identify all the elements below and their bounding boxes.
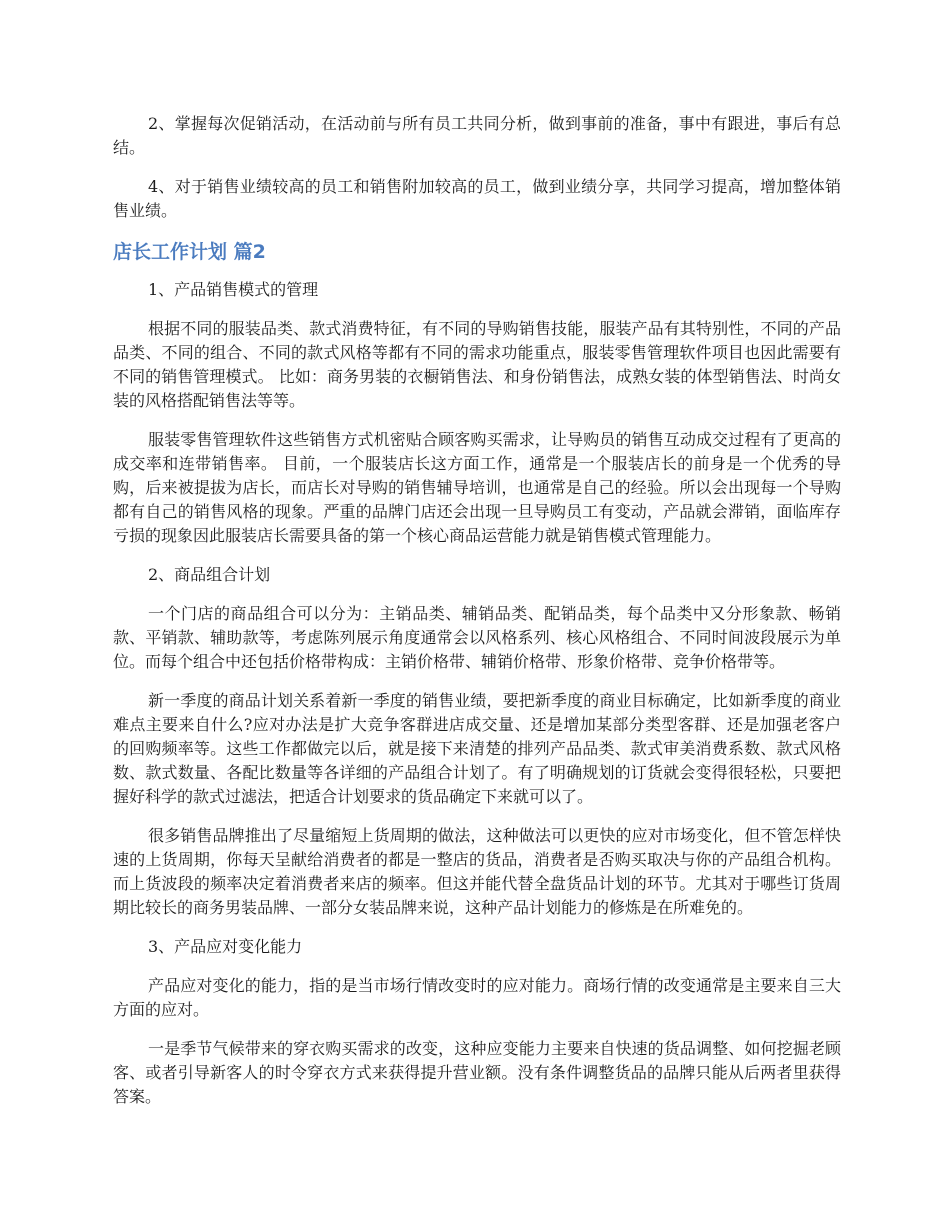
body-paragraph: 一是季节气候带来的穿衣购买需求的改变，这种应变能力主要来自快速的货品调整、如何挖掘老顾客、或者引导新客人的时令穿衣方式来获得提升营业额。没有条件调整货品的品牌只能从后两者里获得答案。 [113, 1039, 841, 1106]
body-paragraph: 根据不同的服装品类、款式消费特征，有不同的导购销售技能，服装产品有其特别性，不同的产品品类、不同的组合、不同的款式风格等都有不同的需求功能重点，服装零售管理软件项目也因此需要有不同的销售管理模式。 比如：商务男装的衣橱销售法、和身份销售法，成熟女装的体型销售法、时尚女装的风格搭配销售法等等。 [113, 319, 841, 410]
intro-paragraph: 4、对于销售业绩较高的员工和销售附加较高的员工，做到业绩分享，共同学习提高，增加整体销售业绩。 [113, 177, 841, 220]
subsection-title: 1、产品销售模式的管理 [148, 280, 319, 299]
intro-paragraph: 2、掌握每次促销活动，在活动前与所有员工共同分析，做到事前的准备，事中有跟进，事后有总结。 [113, 114, 841, 157]
subsection-title: 3、产品应对变化能力 [148, 937, 303, 956]
body-paragraph: 服装零售管理软件这些销售方式机密贴合顾客购买需求，让导购员的销售互动成交过程有了更高的成交率和连带销售率。 目前，一个服装店长这方面工作，通常是一个服装店长的前身是一个优秀的导购，后来被提拔为店长，而店长对导购的销售辅导培训，也通常是自己的经验。所以会出现每一个导购都有自己的销售风格的现象。严重的品牌门店还会出现一旦导购员工有变动，产品就会滞销，面临库存亏损的现象因此服装店长需要具备的第一个核心商品运营能力就是销售模式管理能力。 [113, 430, 841, 545]
section-heading: 店长工作计划 篇2 [113, 241, 266, 263]
body-paragraph: 产品应对变化的能力，指的是当市场行情改变时的应对能力。商场行情的改变通常是主要来自三大方面的应对。 [113, 976, 841, 1019]
subsection-title: 2、商品组合计划 [148, 565, 271, 584]
body-paragraph: 很多销售品牌推出了尽量缩短上货周期的做法，这种做法可以更快的应对市场变化，但不管怎样快速的上货周期，你每天呈献给消费者的都是一整店的货品，消费者是否购买取决与你的产品组合机构。而上货波段的频率决定着消费者来店的频率。但这并能代替全盘货品计划的环节。尤其对于哪些订货周期比较长的商务男装品牌、一部分女装品牌来说，这种产品计划能力的修炼是在所难免的。 [113, 826, 841, 917]
body-paragraph: 一个门店的商品组合可以分为：主销品类、辅销品类、配销品类，每个品类中又分形象款、畅销款、平销款、辅助款等，考虑陈列展示角度通常会以风格系列、核心风格组合、不同时间波段展示为单位。而每个组合中还包括价格带构成：主销价格带、辅销价格带、形象价格带、竞争价格带等。 [113, 604, 841, 671]
body-paragraph: 新一季度的商品计划关系着新一季度的销售业绩，要把新季度的商业目标确定，比如新季度的商业难点主要来自什么?应对办法是扩大竞争客群进店成交量、还是增加某部分类型客群、还是加强老客户的回购频率等。这些工作都做完以后，就是接下来清楚的排列产品品类、款式审美消费系数、款式风格数、款式数量、各配比数量等各详细的产品组合计划了。有了明确规划的订货就会变得很轻松，只要把握好科学的款式过滤法，把适合计划要求的货品确定下来就可以了。 [113, 691, 841, 806]
document-page [113, 112, 841, 1124]
